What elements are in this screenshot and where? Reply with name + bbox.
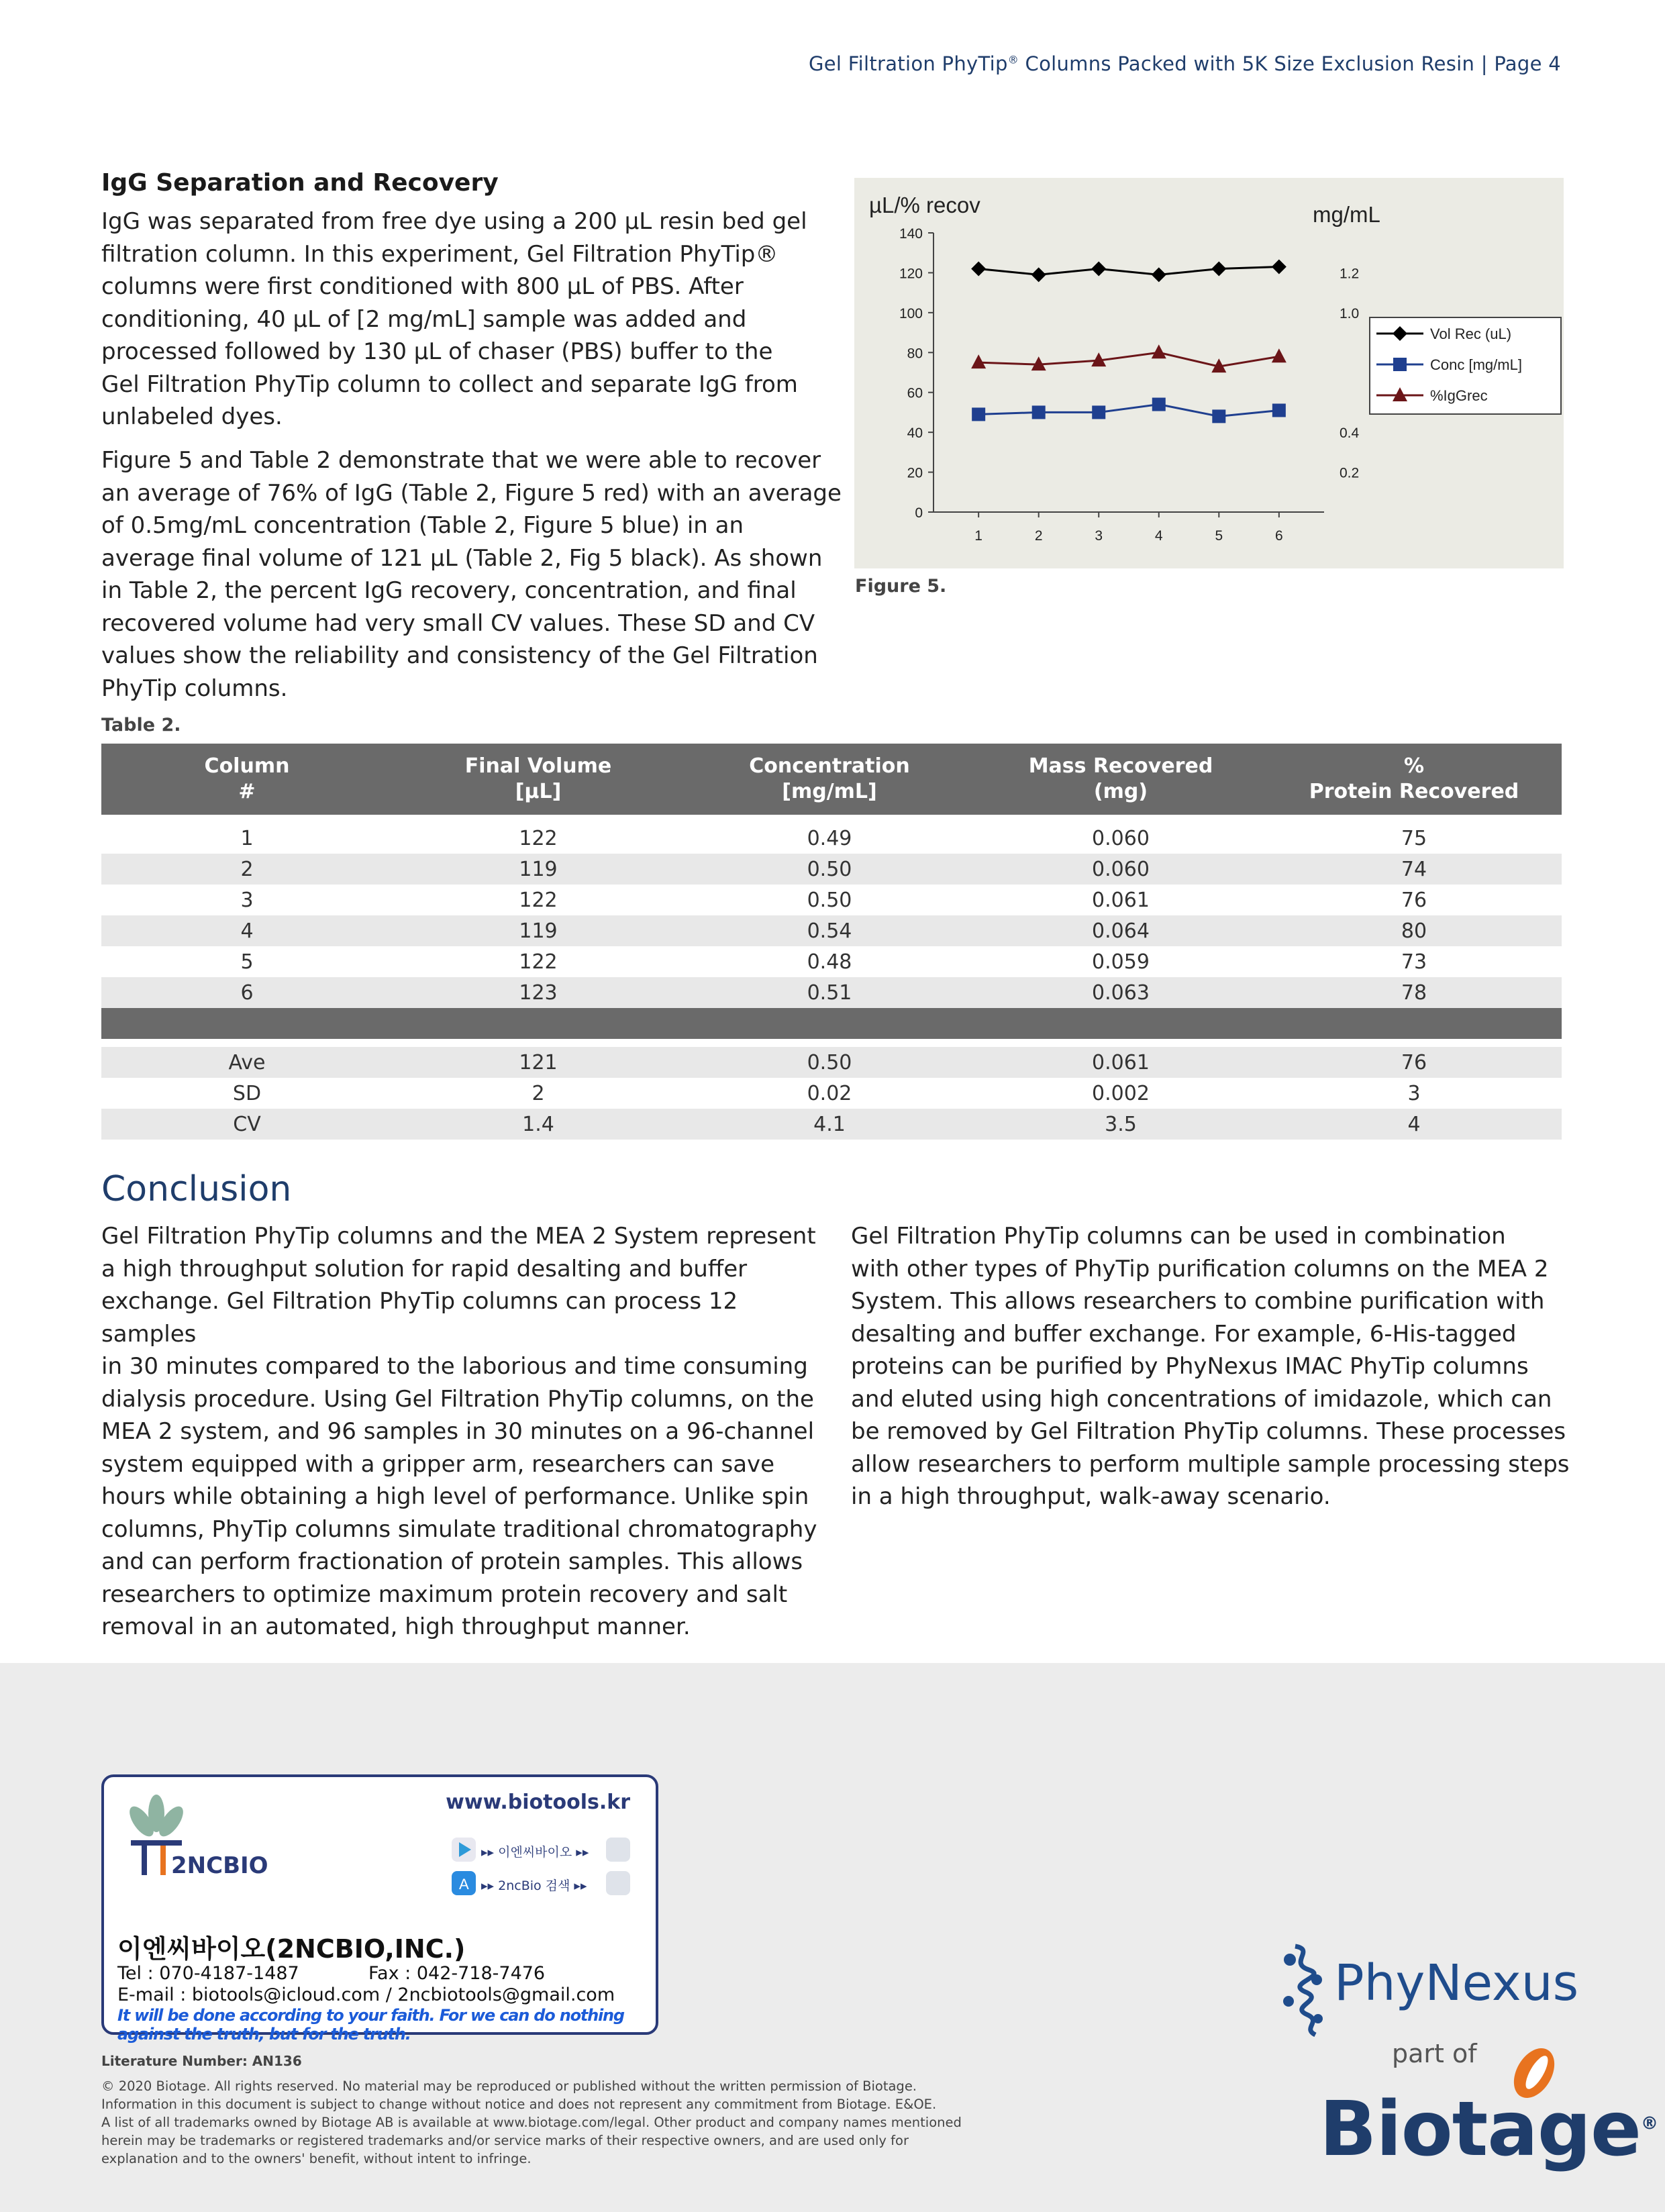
legal-line: Information in this document is subject to change without notice and does not represent any commitment from Biotage. E&OE. <box>101 2097 937 2112</box>
text-line: and eluted using high concentrations of imidazole, which can <box>851 1385 1552 1413</box>
text-line: system equipped with a gripper arm, researchers can save <box>101 1450 775 1478</box>
text-line: dialysis procedure. Using Gel Filtration PhyTip columns, on the <box>101 1385 814 1413</box>
data-point <box>1272 403 1286 417</box>
header-concentration: Concentration [mg/mL] <box>684 744 975 815</box>
results-paragraph <box>101 444 842 705</box>
x-tick-label: 4 <box>1154 528 1163 544</box>
app-store-icon[interactable] <box>452 1871 476 1895</box>
card-motto: It will be done according to your faith. For we can do nothing against the truth, but for the truth. <box>117 2006 624 2044</box>
text-line: columns, PhyTip columns simulate traditional chromatography <box>101 1515 817 1543</box>
data-point <box>971 261 986 276</box>
legal-line: A list of all trademarks owned by Biotage AB is available at www.biotage.com/legal. Other product and company names mentioned <box>101 2115 962 2130</box>
text-line: a high throughput solution for rapid desalting and buffer <box>101 1255 748 1283</box>
phynexus-molecule-icon <box>1275 1940 1335 2040</box>
chart-svg <box>854 178 1564 568</box>
text-line: Figure 5 and Table 2 demonstrate that we were able to recover <box>101 447 821 474</box>
text-line: PhyTip columns. <box>101 674 288 702</box>
legend-label: %IgGrec <box>1430 387 1488 404</box>
header-column-number: Column # <box>101 744 393 815</box>
data-point <box>1031 267 1046 282</box>
qr-icon <box>606 1838 630 1862</box>
table-row: 4 119 0.54 0.064 80 <box>101 915 1562 946</box>
text-line: MEA 2 system, and 96 samples in 30 minutes on a 96-channel <box>101 1418 815 1445</box>
text-line: an average of 76% of IgG (Table 2, Figure 5 red) with an average <box>101 479 842 507</box>
card-url-link[interactable]: www.biotools.kr <box>446 1791 630 1814</box>
data-point <box>1092 405 1105 419</box>
y-right-tick-label: 0.2 <box>1340 465 1360 481</box>
data-point <box>971 354 986 368</box>
card-company-name: 이엔씨바이오(2NCBIO,INC.) <box>117 1934 466 1964</box>
part-of-text: part of <box>1392 2039 1477 2068</box>
section-title: IgG Separation and Recovery <box>101 169 499 197</box>
text-line: unlabeled dyes. <box>101 403 283 430</box>
text-line: and can perform fractionation of protein samples. This allows <box>101 1548 803 1575</box>
legal-line: © 2020 Biotage. All rights reserved. No material may be reproduced or published without the written permission of Biotage. <box>101 2078 917 2094</box>
y-tick-label: 20 <box>907 465 923 481</box>
page-header: Gel Filtration PhyTip® Columns Packed with 5K Size Exclusion Resin | Page 4 <box>808 52 1561 75</box>
play-store-icon[interactable] <box>452 1838 476 1862</box>
data-point <box>1152 344 1166 358</box>
figure-5-chart <box>854 178 1564 568</box>
text-line: hours while obtaining a high level of performance. Unlike spin <box>101 1483 809 1510</box>
text-line: of 0.5mg/mL concentration (Table 2, Figure 5 blue) in an <box>101 512 744 539</box>
text-line: IgG was separated from free dye using a 200 µL resin bed gel <box>101 208 807 235</box>
svg-text:A: A <box>459 1876 469 1893</box>
table-row: 3 122 0.50 0.061 76 <box>240 888 1427 912</box>
x-tick-label: 6 <box>1275 528 1283 544</box>
data-point <box>1211 261 1226 276</box>
table-row: 1 122 0.49 0.060 75 <box>240 826 1427 850</box>
series-line-1 <box>978 405 1279 417</box>
data-point <box>1272 260 1286 274</box>
text-line: allow researchers to perform multiple sample processing steps <box>851 1450 1570 1478</box>
text-line: values show the reliability and consistency of the Gel Filtration <box>101 642 818 669</box>
y-axis-left-label: µL/% recov <box>869 193 980 217</box>
card-phone: Tel : 070-4187-1487 <box>117 1963 299 1984</box>
data-point <box>1212 409 1225 423</box>
header-protein-recovered: % Protein Recovered <box>1266 744 1562 815</box>
text-line: be removed by Gel Filtration PhyTip columns. These processes <box>851 1418 1566 1445</box>
y-tick-label: 60 <box>907 385 923 401</box>
card-fax: Fax : 042-718-7476 <box>368 1963 546 1984</box>
legend-label: Vol Rec (uL) <box>1430 325 1512 342</box>
x-tick-label: 3 <box>1095 528 1103 544</box>
table-row: 5 122 0.48 0.059 73 <box>240 950 1427 974</box>
y-tick-label: 80 <box>907 346 923 362</box>
text-line: exchange. Gel Filtration PhyTip columns can process 12 samples <box>101 1288 738 1348</box>
text-line: System. This allows researchers to combine purification with <box>851 1288 1545 1315</box>
legal-line: herein may be trademarks or registered trademarks and/or service marks of their respective owners, and are used only for <box>101 2133 909 2148</box>
card-store-row: ▸▸ 이엔씨바이오 ▸▸ <box>481 1845 589 1860</box>
y-tick-label: 100 <box>899 305 923 321</box>
y-tick-label: 140 <box>899 226 923 242</box>
data-point <box>1032 405 1046 419</box>
x-tick-label: 1 <box>974 528 982 544</box>
legal-line: explanation and to the owners' benefit, without intent to infringe. <box>101 2151 532 2166</box>
table-row: 6 123 0.51 0.063 78 <box>101 977 1562 1008</box>
y-axis-right-label: mg/mL <box>1313 202 1380 227</box>
y-tick-label: 40 <box>907 425 923 442</box>
data-point <box>972 407 985 421</box>
legal-notice <box>101 2077 1074 2168</box>
x-tick-label: 5 <box>1215 528 1223 544</box>
figure-caption: Figure 5. <box>855 576 947 597</box>
data-point <box>1152 398 1166 411</box>
y-right-tick-label: 1.0 <box>1340 305 1360 321</box>
text-line: Gel Filtration PhyTip columns can be used in combination <box>851 1223 1506 1250</box>
table-stats-row: Ave 121 0.50 0.061 76 <box>101 1047 1562 1078</box>
legend-label: Conc [mg/mL] <box>1430 356 1522 373</box>
qr-icon <box>606 1871 630 1895</box>
text-line: conditioning, 40 µL of [2 mg/mL] sample was added and <box>101 305 747 333</box>
series-line-2 <box>978 352 1279 366</box>
table-stats-row: SD 2 0.02 0.002 3 <box>232 1081 1421 1105</box>
text-line: proteins can be purified by PhyNexus IMAC PhyTip columns <box>851 1353 1529 1380</box>
text-line: columns were first conditioned with 800 µL of PBS. After <box>101 273 744 300</box>
series-line-0 <box>978 267 1279 275</box>
results-table <box>101 744 1562 1140</box>
phynexus-logo-text: PhyNexus <box>1334 1954 1579 2012</box>
y-right-tick-label: 1.2 <box>1340 266 1360 282</box>
biotage-logo-text: Biotage® <box>1319 2086 1658 2173</box>
x-tick-label: 2 <box>1034 528 1043 544</box>
text-line: processed followed by 130 µL of chaser (PBS) buffer to the <box>101 338 773 365</box>
table-row: 2 119 0.50 0.060 74 <box>101 854 1562 885</box>
intro-paragraph <box>101 205 813 434</box>
text-line: Gel Filtration PhyTip column to collect and separate IgG from <box>101 370 798 398</box>
table-caption: Table 2. <box>101 715 181 736</box>
table-header-row <box>101 744 1562 815</box>
header-mass-recovered: Mass Recovered (mg) <box>975 744 1266 815</box>
text-line: recovered volume had very small CV values. These SD and CV <box>101 609 815 637</box>
data-point <box>1091 261 1106 276</box>
header-final-volume: Final Volume [µL] <box>393 744 684 815</box>
text-line: desalting and buffer exchange. For example, 6-His-tagged <box>851 1320 1517 1348</box>
text-line: Gel Filtration PhyTip columns and the MEA 2 System represent <box>101 1223 816 1250</box>
text-line: in a high throughput, walk-away scenario. <box>851 1483 1331 1510</box>
y-tick-label: 120 <box>899 266 923 282</box>
conclusion-title: Conclusion <box>101 1169 292 1209</box>
data-point <box>1272 348 1286 362</box>
text-line: researchers to optimize maximum protein recovery and salt <box>101 1580 788 1608</box>
data-point <box>1152 267 1166 282</box>
text-line: with other types of PhyTip purification columns on the MEA 2 <box>851 1255 1549 1283</box>
card-brand-name: 2NCBIO <box>171 1852 268 1879</box>
legend-marker <box>1393 358 1407 371</box>
text-line: removal in an automated, high throughput manner. <box>101 1613 691 1640</box>
y-right-tick-label: 0.4 <box>1340 425 1360 442</box>
distributor-card <box>101 1774 658 2044</box>
text-line: filtration column. In this experiment, Gel Filtration PhyTip® <box>101 240 778 268</box>
table-divider-row <box>101 1008 1562 1039</box>
conclusion-left-column <box>101 1220 840 1644</box>
text-line: average final volume of 121 µL (Table 2, Fig 5 black). As shown <box>101 544 823 572</box>
y-tick-label: 0 <box>915 505 923 521</box>
literature-number: Literature Number: AN136 <box>101 2053 302 2069</box>
table-stats-row: CV 1.4 4.1 3.5 4 <box>101 1109 1562 1140</box>
card-email: E-mail : biotools@icloud.com / 2ncbiotools@gmail.com <box>117 1984 615 2005</box>
card-store-row: ▸▸ 2ncBio 검색 ▸▸ <box>481 1878 587 1893</box>
conclusion-right-column <box>851 1220 1576 1513</box>
text-line: in Table 2, the percent IgG recovery, concentration, and final <box>101 577 797 604</box>
text-line: in 30 minutes compared to the laborious and time consuming <box>101 1353 808 1380</box>
